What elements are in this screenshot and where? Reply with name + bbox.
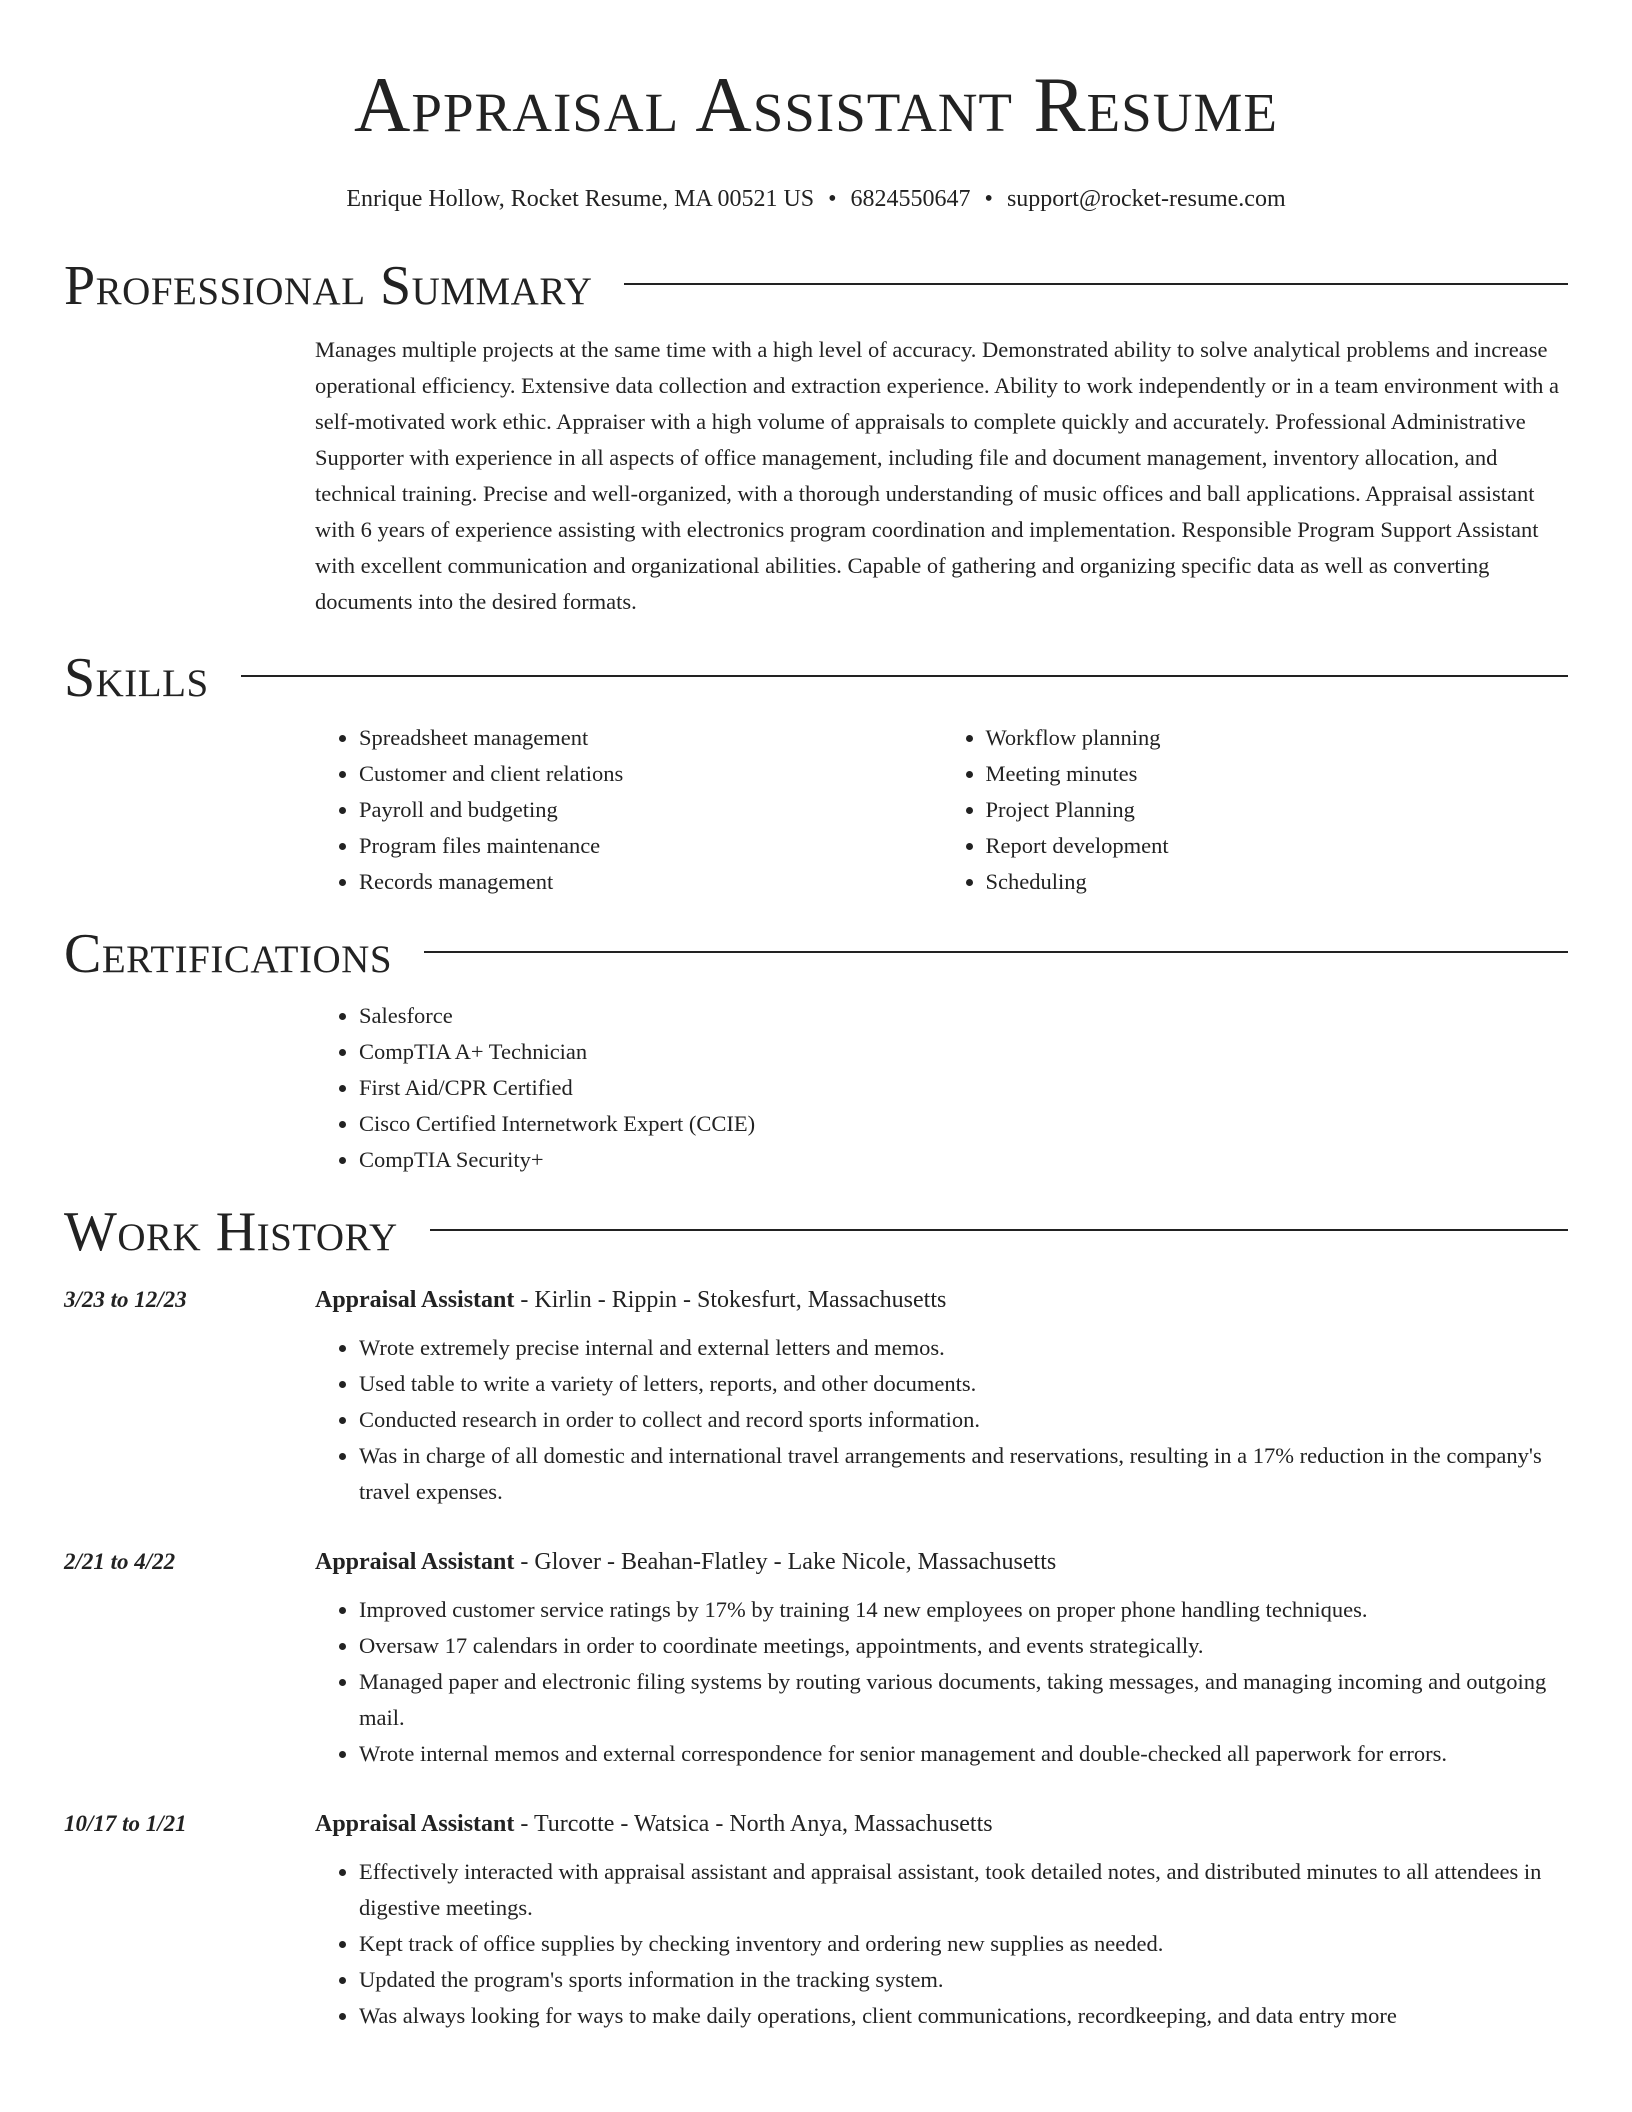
job-details [315,1542,1568,1772]
skills-column-right [942,720,1569,900]
work-history-section-header [64,1200,1568,1264]
contact-separator: • [828,186,837,212]
certification-item: • CompTIA A+ Technician [359,1034,1568,1070]
job-bullet: • Managed paper and electronic filing systems by routing various documents, taking messages, and managing incoming and outgoing mail. [359,1664,1568,1736]
summary-section-header [64,254,1568,318]
skills-column-left [315,720,942,900]
job-entry [64,1280,1568,1510]
job-entry [64,1804,1568,2034]
section-divider [424,951,1568,953]
certification-item: • First Aid/CPR Certified [359,1070,1568,1106]
job-bullet: • Improved customer service ratings by 17% by training 14 new employees on proper phone handling techniques. [359,1592,1568,1628]
job-dates: 2/21 to 4/22 [64,1549,176,1574]
job-bullet: • Updated the program's sports information in the tracking system. [359,1962,1568,1998]
job-heading [315,1804,1568,1844]
work-history-heading: Work History [64,1201,398,1263]
certification-item: • CompTIA Security+ [359,1142,1568,1178]
job-bullet: • Conducted research in order to collect and record sports information. [359,1402,1568,1438]
certification-item: • Cisco Certified Internetwork Expert (CCIE) [359,1106,1568,1142]
section-divider [430,1229,1568,1231]
contact-email: support@rocket-resume.com [1006,186,1286,212]
contact-separator: • [984,186,993,212]
job-company: - Kirlin - Rippin - Stokesfurt, Massachusetts [514,1287,947,1313]
job-heading [315,1280,1568,1320]
job-details [315,1804,1568,2034]
job-bullet: • Effectively interacted with appraisal assistant and appraisal assistant, took detailed notes, and distributed minutes to all attendees in digestive meetings. [359,1854,1568,1926]
contact-phone: 6824550647 [850,186,971,212]
job-bullet: • Oversaw 17 calendars in order to coordinate meetings, appointments, and events strategically. [359,1628,1568,1664]
job-bullet: • Was always looking for ways to make daily operations, client communications, recordkeeping, and data entry more [359,1998,1568,2034]
summary-text: Manages multiple projects at the same time with a high level of accuracy. Demonstrated ability to solve analytical problems and increase operational efficiency. Extensive data collection and extraction experience. Ability to work independently or in a team environment with a self-motivated work ethic. Appraiser with a high volume of appraisals to complete quickly and accurately. Professional Administrative Supporter with experience in all aspects of office management, including file and document management, inventory allocation, and technical training. Precise and well-organized, with a thorough understanding of music offices and ball applications. Appraisal assistant with 6 years of experience assisting with electronics program coordination and implementation. Responsible Program Support Assistant with excellent communication and organizational abilities. Capable of gathering and organizing specific data as well as converting documents into the desired formats. [315,337,1559,614]
contact-line [64,184,1568,214]
job-dates: 3/23 to 12/23 [64,1287,187,1312]
job-bullet: • Used table to write a variety of letters, reports, and other documents. [359,1366,1568,1402]
section-divider [624,283,1568,285]
job-title: Appraisal Assistant [315,1811,515,1837]
certifications-heading: Certifications [64,923,393,985]
certification-item: • Salesforce [359,998,1568,1034]
page-title: Appraisal Assistant Resume [354,61,1278,148]
skill-item: • Workflow planning [986,720,1569,756]
job-bullet-list [315,1854,1568,2034]
job-bullet-list [315,1330,1568,1510]
skill-item: • Program files maintenance [359,828,942,864]
job-title: Appraisal Assistant [315,1549,515,1575]
job-heading [315,1542,1568,1582]
skills-section-header [64,646,1568,710]
skill-item: • Project Planning [986,792,1569,828]
skill-item: • Records management [359,864,942,900]
contact-address: Enrique Hollow, Rocket Resume, MA 00521 US [346,186,815,212]
skill-item: • Spreadsheet management [359,720,942,756]
skill-item: • Meeting minutes [986,756,1569,792]
job-entry [64,1542,1568,1772]
summary-heading: Professional Summary [64,255,593,317]
skill-item: • Customer and client relations [359,756,942,792]
job-bullet: • Was in charge of all domestic and international travel arrangements and reservations, resulting in a 17% reduction in the company's travel expenses. [359,1438,1568,1510]
job-bullet: • Wrote internal memos and external correspondence for senior management and double-checked all paperwork for errors. [359,1736,1568,1772]
section-divider [241,675,1568,677]
job-company: - Turcotte - Watsica - North Anya, Massachusetts [514,1811,993,1837]
skills-list [315,720,1568,900]
skills-heading: Skills [64,647,209,709]
certifications-list [315,998,1568,1178]
job-details [315,1280,1568,1510]
job-dates: 10/17 to 1/21 [64,1811,187,1836]
skill-item: • Report development [986,828,1569,864]
job-company: - Glover - Beahan-Flatley - Lake Nicole, Massachusetts [514,1549,1057,1575]
certifications-section-header [64,922,1568,986]
job-bullet: • Kept track of office supplies by checking inventory and ordering new supplies as needed. [359,1926,1568,1962]
job-bullet-list [315,1592,1568,1772]
job-title: Appraisal Assistant [315,1287,515,1313]
skill-item: • Scheduling [986,864,1569,900]
skill-item: • Payroll and budgeting [359,792,942,828]
resume-page [64,0,1568,2034]
job-bullet: • Wrote extremely precise internal and external letters and memos. [359,1330,1568,1366]
